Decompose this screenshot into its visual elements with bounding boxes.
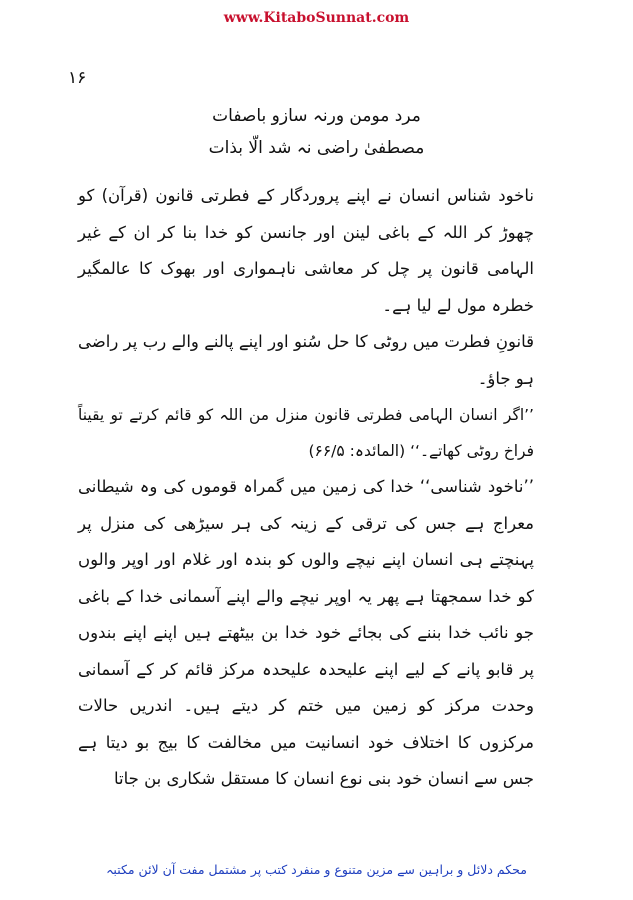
footer-tagline: محکم دلائل و براہین سے مزین متنوع و منفرد کتب پر مشتمل مفت آن لائن مکتبہ: [106, 862, 527, 877]
paragraph-1: ناخود شناس انسان نے اپنے پروردگار کے فطرتی قانون (قرآن) کو چھوڑ کر اللہ کے باغی لینن اور جانسن کو خدا بنا کر ان کے غیر الہامی قانون پر چل کر معاشی ناہمواری اور بھوک کا عالمگیر خطرہ مول لے لیا ہے۔: [78, 186, 534, 315]
body-text: [78, 178, 556, 798]
page-number: ۱۶: [68, 68, 87, 88]
paragraph-2: قانونِ فطرت میں روٹی کا حل سُنو اور اپنے پالنے والے رب پر راضی ہو جاؤ۔: [78, 332, 534, 388]
couplet-line-2: مصطفیٰ راضی نہ شد الّا بذات: [208, 138, 425, 158]
quote-block: ’’اگر انسان الہامی فطرتی قانون منزل من اللہ کو قائم کرتے تو یقیناً فراخ روٹی کھاتے۔‘‘ (المائدہ: ۶۶/۵): [78, 406, 534, 460]
site-url[interactable]: www.KitaboSunnat.com: [223, 10, 410, 26]
couplet: [80, 100, 553, 164]
couplet-line-1: مرد مومن ورنہ سازو باصفات: [212, 106, 421, 126]
paragraph-3: ’’ناخود شناسی‘‘ خدا کی زمین میں گمراہ قوموں کی وہ شیطانی معراج ہے جس کی ترقی کے زینہ کی ہر سیڑھی کی منزل پر پہنچتے ہی انسان اپنے نیچے والوں کو بندہ اور غلام اور اوپر والوں کو خدا سمجھتا ہے پھر یہ اوپر نیچے والے اپنے آسمانی خدا کے باغی جو نائب خدا بننے کی بجائے خود خدا بن بیٹھتے ہیں اپنے اپنے بندوں پر قابو پانے کے لیے اپنے علیحدہ علیحدہ مرکز قائم کر کے آسمانی وحدت مرکز کو زمین میں ختم کر دیتے ہیں۔ اندریں حالات مرکزوں کا اختلاف خود انسانیت میں مخالفت کا بیج بو دیتا ہے جس سے انسان خود بنی نوع انسان کا مستقل شکاری بن جاتا: [78, 477, 534, 788]
